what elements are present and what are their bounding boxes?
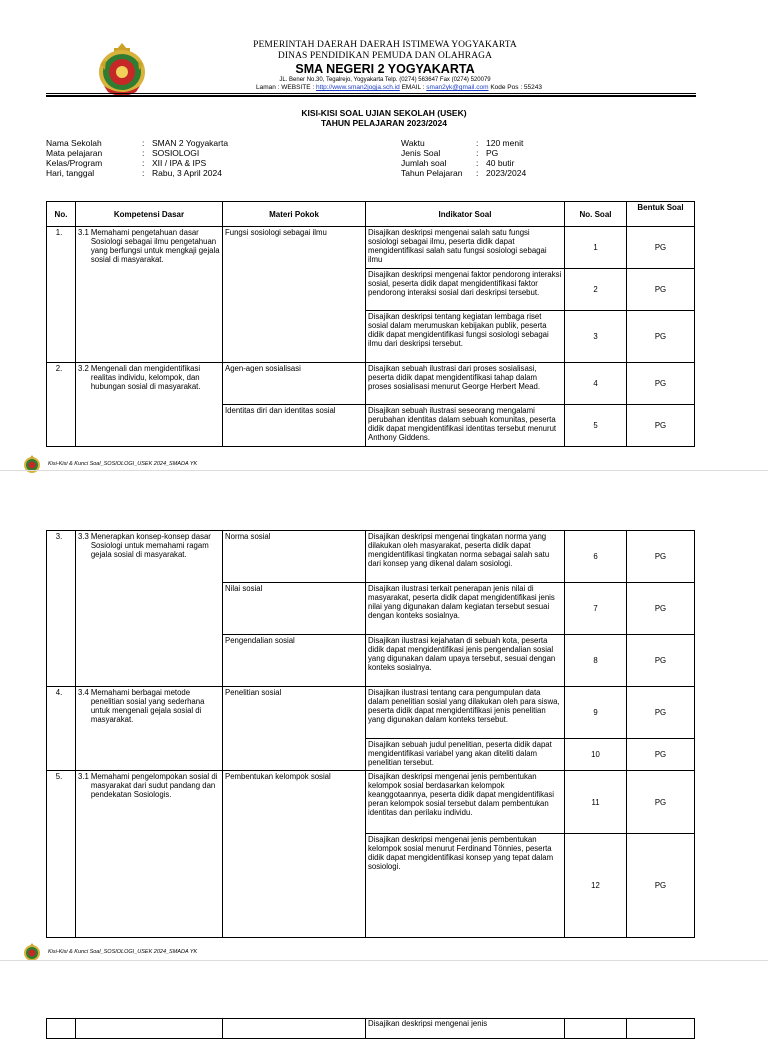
info-sep: :: [142, 148, 145, 158]
table-row: [47, 1019, 695, 1039]
table-row: [47, 687, 695, 739]
row-number: 1.: [47, 227, 76, 363]
table-row: [47, 227, 695, 269]
row-number: 4.: [47, 687, 76, 771]
indikator-cell: Disajikan ilustrasi terkait penerapan jenis nilai di masyarakat, peserta didik dapat mengidentifikasi jenis nilai yang digunakan dalam kegiatan tersebut sesuai dengan konteks sosialnya.: [366, 583, 565, 635]
table-header-row: [47, 202, 695, 227]
info-value: SMAN 2 Yogyakarta: [152, 138, 229, 148]
no-soal-cell: 11: [565, 771, 627, 834]
row-number: [47, 1019, 76, 1039]
website-link[interactable]: http://www.sman2jogja.sch.id: [315, 84, 400, 91]
info-sep: :: [476, 158, 479, 168]
info-key: Kelas/Program: [46, 158, 103, 168]
info-key: Tahun Pelajaran: [401, 168, 463, 178]
kompetensi-dasar-cell: [76, 363, 223, 447]
info-value: 120 menit: [486, 138, 524, 148]
indikator-cell: Disajikan deskripsi mengenai tingkatan norma yang dilakukan oleh masyarakat, peserta didik dapat mengidentifikasi tingkatan norma sebagai salah satu dari konsep yang dikenal dalam sosiologi.: [366, 531, 565, 583]
kisi-table-page-1: [46, 201, 695, 447]
info-value: XII / IPA & IPS: [152, 158, 207, 168]
school-name: SMA NEGERI 2 YOGYAKARTA: [295, 62, 475, 76]
info-sep: :: [142, 158, 145, 168]
kompetensi-dasar-cell: [76, 1019, 223, 1039]
indikator-cell: Disajikan ilustrasi tentang cara pengumpulan data dalam penelitian sosial yang dilakukan oleh para siswa, peserta didik dapat mengidentifikasi jenis penelitian yang digunakan dalam konteks tersebut.: [366, 687, 565, 739]
materi-cell: Norma sosial: [223, 531, 366, 583]
kompetensi-dasar-cell: [76, 531, 223, 687]
no-soal-cell: 12: [565, 834, 627, 938]
info-value: Rabu, 3 April 2024: [152, 168, 222, 178]
materi-cell: Identitas diri dan identitas sosial: [223, 405, 366, 447]
contact-line: [214, 84, 584, 92]
letterhead-divider: [46, 93, 696, 94]
kd-text: Menerapkan konsep-konsep dasar Sosiologi untuk memahami ragam gejala sosial di masyarakat.: [90, 532, 211, 559]
info-left: [46, 138, 228, 178]
info-key: Jenis Soal: [401, 148, 441, 158]
bentuk-soal-cell: PG: [627, 635, 695, 687]
col-header-kd: Kompetensi Dasar: [76, 202, 223, 227]
materi-cell: Fungsi sosiologi sebagai ilmu: [223, 227, 366, 363]
no-soal-cell: 10: [565, 739, 627, 771]
materi-cell: Nilai sosial: [223, 583, 366, 635]
school-address: JL. Bener No.30, Tegalrejo, Yogyakarta Telp. (0274) 563647 Fax (0274) 520079: [279, 77, 491, 83]
info-key: Nama Sekolah: [46, 138, 102, 148]
document-title: [0, 108, 768, 128]
bentuk-soal-cell: PG: [627, 771, 695, 834]
kompetensi-dasar-cell: [76, 771, 223, 938]
col-header-bentuk: Bentuk Soal: [627, 202, 695, 227]
indikator-cell: Disajikan sebuah ilustrasi seseorang mengalami perubahan identitas dalam sebuah komunitas, peserta didik dapat mengidentifikasi identitas tersebut menurut Anthony Giddens.: [366, 405, 565, 447]
kd-text: Memahami pengelompokan sosial di masyarakat dari sudut pandang dan pendekatan Sosiologis.: [90, 772, 218, 799]
kd-text: Mengenali dan mengidentifikasi realitas individu, kelompok, dan hubungan sosial di masyarakat.: [90, 364, 201, 391]
diy-coat-of-arms-logo: [96, 40, 148, 98]
info-row: [401, 148, 526, 158]
info-row: [401, 168, 526, 178]
indikator-cell: Disajikan deskripsi mengenai salah satu fungsi sosiologi sebagai ilmu, peserta didik dapat mengidentifikasi salah satu fungsi sosiologi sebagai ilmu: [366, 227, 565, 269]
kd-number: 3.1: [78, 772, 89, 781]
page-2: [0, 470, 768, 960]
row-number: 2.: [47, 363, 76, 447]
email-label: EMAIL :: [399, 84, 427, 91]
info-row: [46, 138, 228, 148]
page-footer: [22, 942, 197, 962]
footer-text: Kisi-Kisi & Kunci Soal_SOSIOLOGI_USEK 2024_SMADA YK: [48, 461, 198, 467]
page-1: [0, 0, 768, 470]
indikator-cell: Disajikan deskripsi mengenai jenis pembentukan kelompok sosial menurut Ferdinand Tönnies, peserta didik dapat mengidentifikasi konsep yang tepat dalam sosiologi.: [366, 834, 565, 938]
col-header-no-soal: No. Soal: [565, 202, 627, 227]
indikator-cell: Disajikan deskripsi tentang kegiatan lembaga riset sosial dalam merumuskan kebijakan publik, peserta didik dapat mengidentifikasi fungsi sosiologi sebagai ilmu dari deskripsi tersebut.: [366, 311, 565, 363]
no-soal-cell: 7: [565, 583, 627, 635]
kisi-table-page-2: [46, 530, 695, 938]
bentuk-soal-cell: PG: [627, 405, 695, 447]
bentuk-soal-cell: PG: [627, 583, 695, 635]
laman-label: Laman : WEBSITE :: [255, 84, 316, 91]
kisi-table-page-3: [46, 1018, 695, 1039]
col-header-no: No.: [47, 202, 76, 227]
materi-cell: [223, 1019, 366, 1039]
gov-name: PEMERINTAH DAERAH DAERAH ISTIMEWA YOGYAKARTA: [253, 40, 517, 50]
email-link[interactable]: sman2yk@gmail.com: [426, 84, 489, 91]
materi-cell: Pengendalian sosial: [223, 635, 366, 687]
info-key: Hari, tanggal: [46, 168, 95, 178]
info-sep: :: [476, 148, 479, 158]
row-number: 3.: [47, 531, 76, 687]
title-line-1: KISI-KISI SOAL UJIAN SEKOLAH (USEK): [301, 108, 467, 118]
kd-number: 3.2: [78, 364, 89, 373]
indikator-cell: Disajikan deskripsi mengenai jenis: [366, 1019, 565, 1039]
info-row: [46, 148, 228, 158]
bentuk-soal-cell: PG: [627, 311, 695, 363]
indikator-cell: Disajikan ilustrasi kejahatan di sebuah kota, peserta didik dapat mengidentifikasi jenis pengendalian sosial yang digunakan dalam upaya tersebut, sesuai dengan konteks sosialnya.: [366, 635, 565, 687]
kompetensi-dasar-cell: [76, 687, 223, 771]
indikator-cell: Disajikan deskripsi mengenai faktor pendorong interaksi sosial, peserta didik dapat mengidentifikasi faktor pendorong interaksi sosial dari deskripsi tersebut.: [366, 269, 565, 311]
no-soal-cell: 9: [565, 687, 627, 739]
postal-code: Kode Pos : 55243: [488, 84, 543, 91]
table-row: [47, 531, 695, 583]
kd-number: 3.1: [78, 228, 89, 237]
col-header-materi: Materi Pokok: [223, 202, 366, 227]
info-row: [46, 168, 228, 178]
kd-text: Memahami berbagai metode penelitian sosial yang sederhana untuk mengenali gejala sosial di masyarakat.: [90, 688, 205, 724]
indikator-cell: Disajikan sebuah judul penelitian, peserta didik dapat mengidentifikasi variabel yang akan diteliti dalam penelitian tersebut.: [366, 739, 565, 771]
bentuk-soal-cell: PG: [627, 834, 695, 938]
info-right: [401, 138, 526, 178]
info-value: PG: [486, 148, 499, 158]
info-sep: :: [476, 138, 479, 148]
bentuk-soal-cell: PG: [627, 687, 695, 739]
no-soal-cell: 2: [565, 269, 627, 311]
agency-name: DINAS PENDIDIKAN PEMUDA DAN OLAHRAGA: [277, 51, 493, 61]
page-3: [0, 960, 768, 1028]
letterhead: [200, 40, 570, 92]
info-value: 40 butir: [486, 158, 515, 168]
no-soal-cell: 4: [565, 363, 627, 405]
no-soal-cell: 3: [565, 311, 627, 363]
info-sep: :: [476, 168, 479, 178]
footer-logo-icon: [22, 942, 42, 962]
info-value: SOSIOLOGI: [152, 148, 200, 158]
no-soal-cell: 6: [565, 531, 627, 583]
letterhead-divider-thick: [46, 95, 696, 97]
indikator-cell: Disajikan sebuah ilustrasi dari proses sosialisasi, peserta didik dapat mengidentifikasi tahap dalam proses sosialisasi menurut George Herbert Mead.: [366, 363, 565, 405]
table-row: [47, 771, 695, 834]
no-soal-cell: 1: [565, 227, 627, 269]
bentuk-soal-cell: PG: [627, 227, 695, 269]
table-row: [47, 363, 695, 405]
materi-cell: Penelitian sosial: [223, 687, 366, 771]
info-sep: :: [142, 138, 145, 148]
bentuk-soal-cell: PG: [627, 531, 695, 583]
bentuk-soal-cell: [627, 1019, 695, 1039]
indikator-cell: Disajikan deskripsi mengenai jenis pembentukan kelompok sosial berdasarkan kelompok keanggotaannya, peserta didik dapat mengidentifikasi peran kelompok sosial tersebut dalam pembentukan identitas dan perilaku individu.: [366, 771, 565, 834]
info-key: Mata pelajaran: [46, 148, 103, 158]
info-key: Waktu: [401, 138, 425, 148]
no-soal-cell: 5: [565, 405, 627, 447]
kompetensi-dasar-cell: [76, 227, 223, 363]
bentuk-soal-cell: PG: [627, 739, 695, 771]
info-key: Jumlah soal: [401, 158, 447, 168]
footer-text: Kisi-Kisi & Kunci Soal_SOSIOLOGI_USEK 2024_SMADA YK: [48, 949, 198, 955]
title-line-2: TAHUN PELAJARAN 2023/2024: [321, 118, 447, 128]
info-row: [46, 158, 228, 168]
info-row: [401, 158, 526, 168]
materi-cell: Pembentukan kelompok sosial: [223, 771, 366, 938]
row-number: 5.: [47, 771, 76, 938]
kd-text: Memahami pengetahuan dasar Sosiologi sebagai ilmu pengetahuan yang berfungsi untuk mengkaji gejala sosial di masyarakat.: [90, 228, 220, 264]
no-soal-cell: [565, 1019, 627, 1039]
info-sep: :: [142, 168, 145, 178]
bentuk-soal-cell: PG: [627, 363, 695, 405]
col-header-indikator: Indikator Soal: [366, 202, 565, 227]
no-soal-cell: 8: [565, 635, 627, 687]
materi-cell: Agen-agen sosialisasi: [223, 363, 366, 405]
kd-number: 3.3: [78, 532, 89, 541]
info-value: 2023/2024: [486, 168, 527, 178]
bentuk-soal-cell: PG: [627, 269, 695, 311]
info-row: [401, 138, 526, 148]
kd-number: 3.4: [78, 688, 89, 697]
